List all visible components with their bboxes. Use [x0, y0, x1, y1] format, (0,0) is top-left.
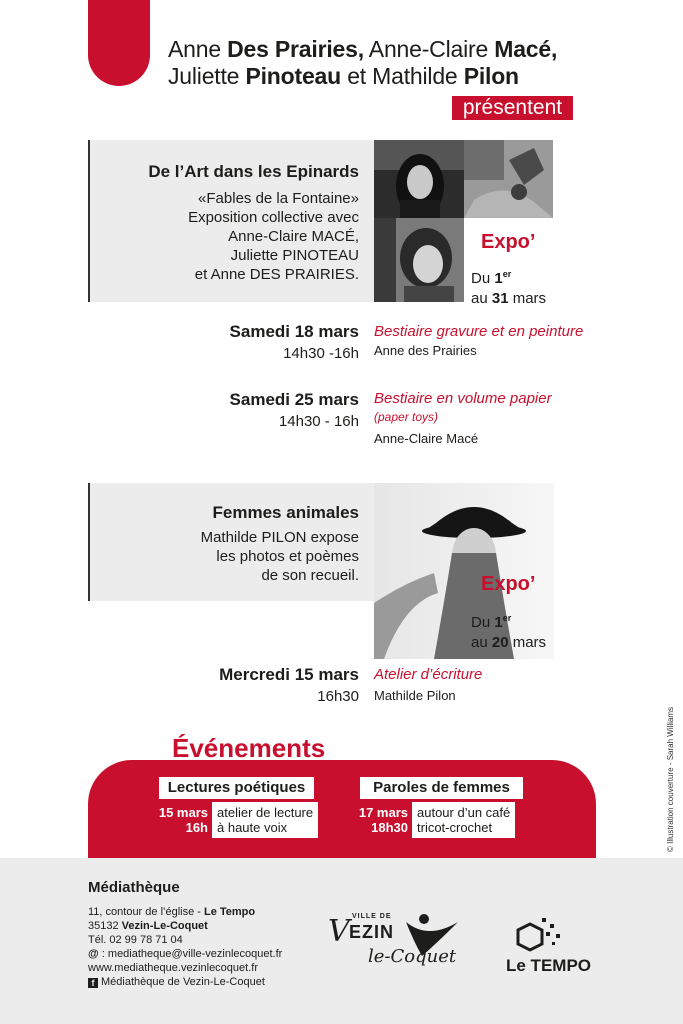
footer-facebook[interactable]: f Médiathèque de Vezin-Le-Coquet — [88, 976, 265, 988]
session2-date: Samedi 25 mars — [229, 390, 359, 409]
footer-website[interactable]: www.mediatheque.vezinlecoquet.fr — [88, 962, 258, 974]
expo1-description: «Fables de la Fontaine» Exposition collective avec Anne-Claire MACÉ, Juliette PINOTEAU et Anne DES PRAIRIES. — [188, 190, 359, 283]
expo2-badge: Expo’ — [481, 573, 536, 595]
session3-time: 16h30 — [317, 688, 359, 705]
red-header-tab — [88, 0, 150, 86]
session1-time: 14h30 -16h — [283, 345, 359, 362]
session1-date: Samedi 18 mars — [229, 322, 359, 341]
session2-subtitle: (paper toys) — [374, 410, 439, 424]
le-tempo-logo: Le TEMPO — [506, 916, 580, 978]
footer-email[interactable]: @ : mediatheque@ville-vezinlecoquet.fr — [88, 948, 283, 960]
expo2-dates: Du 1er au 20 mars — [471, 613, 547, 651]
session3-date: Mercredi 15 mars — [219, 665, 359, 684]
expo1-title: De l’Art dans les Epinards — [148, 162, 359, 181]
session1-person: Anne des Prairies — [374, 343, 477, 358]
photo-illustration — [464, 140, 553, 218]
footer-city: 35132 Vezin-Le-Coquet — [88, 920, 208, 932]
event2-description: autour d’un café tricot-crochet — [412, 802, 515, 838]
event1-description: atelier de lecture à haute voix — [212, 802, 318, 838]
session2-time: 14h30 - 16h — [278, 413, 359, 430]
session2-theme: Bestiaire en volume papier — [374, 390, 552, 407]
event1-date: 15 mars 16h — [158, 805, 208, 835]
events-heading: Événements — [172, 733, 326, 763]
header-line-2: Juliette Pinoteau et Mathilde Pilon — [168, 63, 519, 89]
footer-phone[interactable]: Tél. 02 99 78 71 04 — [88, 934, 183, 946]
session2-person: Anne-Claire Macé — [374, 431, 479, 446]
expo2-description: Mathilde PILON expose les photos et poèmes de son recueil. — [200, 529, 359, 584]
illustration-credit: © Illustration couverture - Sarah Williams — [666, 706, 675, 852]
event2-title: Paroles de femmes — [360, 777, 523, 799]
expo2-title: Femmes animales — [212, 503, 359, 522]
expo1-badge: Expo’ — [481, 231, 536, 253]
footer-title: Médiathèque — [88, 879, 180, 896]
vezin-logo: V VILLE DE EZIN le-Coquet — [328, 913, 457, 967]
session1-theme: Bestiaire gravure et en peinture — [374, 323, 584, 340]
header-line-1: Anne Des Prairies, Anne-Claire Macé, — [168, 36, 558, 62]
event1-title: Lectures poétiques — [159, 777, 314, 799]
photo-portrait-2 — [374, 218, 464, 302]
presentent-badge: présentent — [452, 96, 573, 120]
expo1-dates: Du 1er au 31 mars — [471, 269, 547, 307]
facebook-icon: f — [88, 978, 98, 988]
session3-person: Mathilde Pilon — [374, 688, 456, 703]
footer-address: 11, contour de l’église - Le Tempo — [88, 906, 256, 918]
photo-portrait-1 — [374, 140, 464, 218]
session3-theme: Atelier d’écriture — [374, 666, 483, 683]
event2-date: 17 mars 18h30 — [358, 805, 408, 835]
